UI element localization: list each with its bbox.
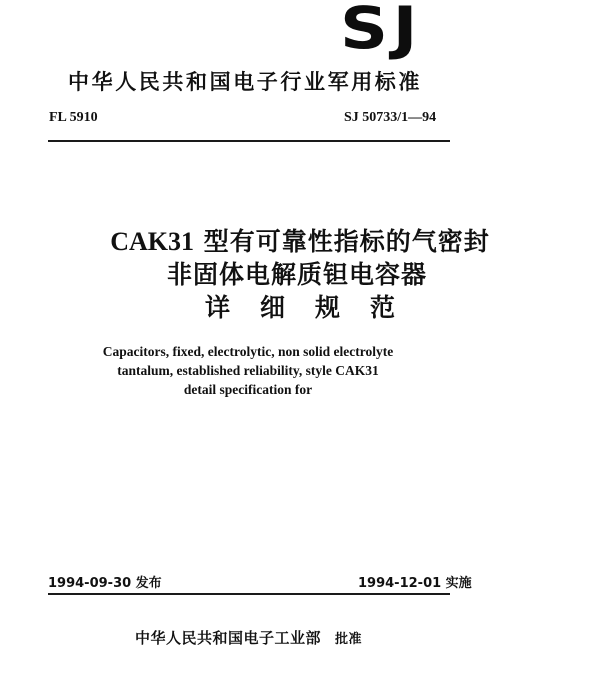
title-model-code: CAK31	[110, 227, 195, 256]
sj-logo: SJ	[340, 0, 423, 62]
english-title-line-2: tantalum, established reliability, style CAK31	[117, 363, 379, 378]
approver-name: 中华人民共和国电子工业部	[135, 629, 322, 647]
document-title-line-1	[0, 222, 600, 258]
title-line-1-text: 型有可靠性指标的气密封	[194, 227, 490, 256]
english-title-line-1: Capacitors, fixed, electrolytic, non solid electrolyte	[102, 344, 394, 359]
document-title-line-2: 非固体电解质钽电容器	[166, 260, 427, 289]
implementation-date: 1994-12-01 实施	[358, 576, 472, 591]
document-title-line-3: 详细规范	[204, 293, 425, 322]
industry-standard-title: 中华人民共和国电子行业军用标准	[68, 70, 422, 94]
english-title-line-3: detail specification for	[183, 382, 313, 397]
bottom-divider	[48, 593, 450, 595]
classification-code: FL 5910	[49, 110, 98, 125]
standard-number: SJ 50733/1—94	[344, 110, 437, 125]
approval-label: 批准	[335, 632, 363, 647]
issue-date: 1994-09-30 发布	[48, 576, 162, 591]
approving-authority	[135, 627, 362, 648]
top-divider	[48, 140, 450, 142]
